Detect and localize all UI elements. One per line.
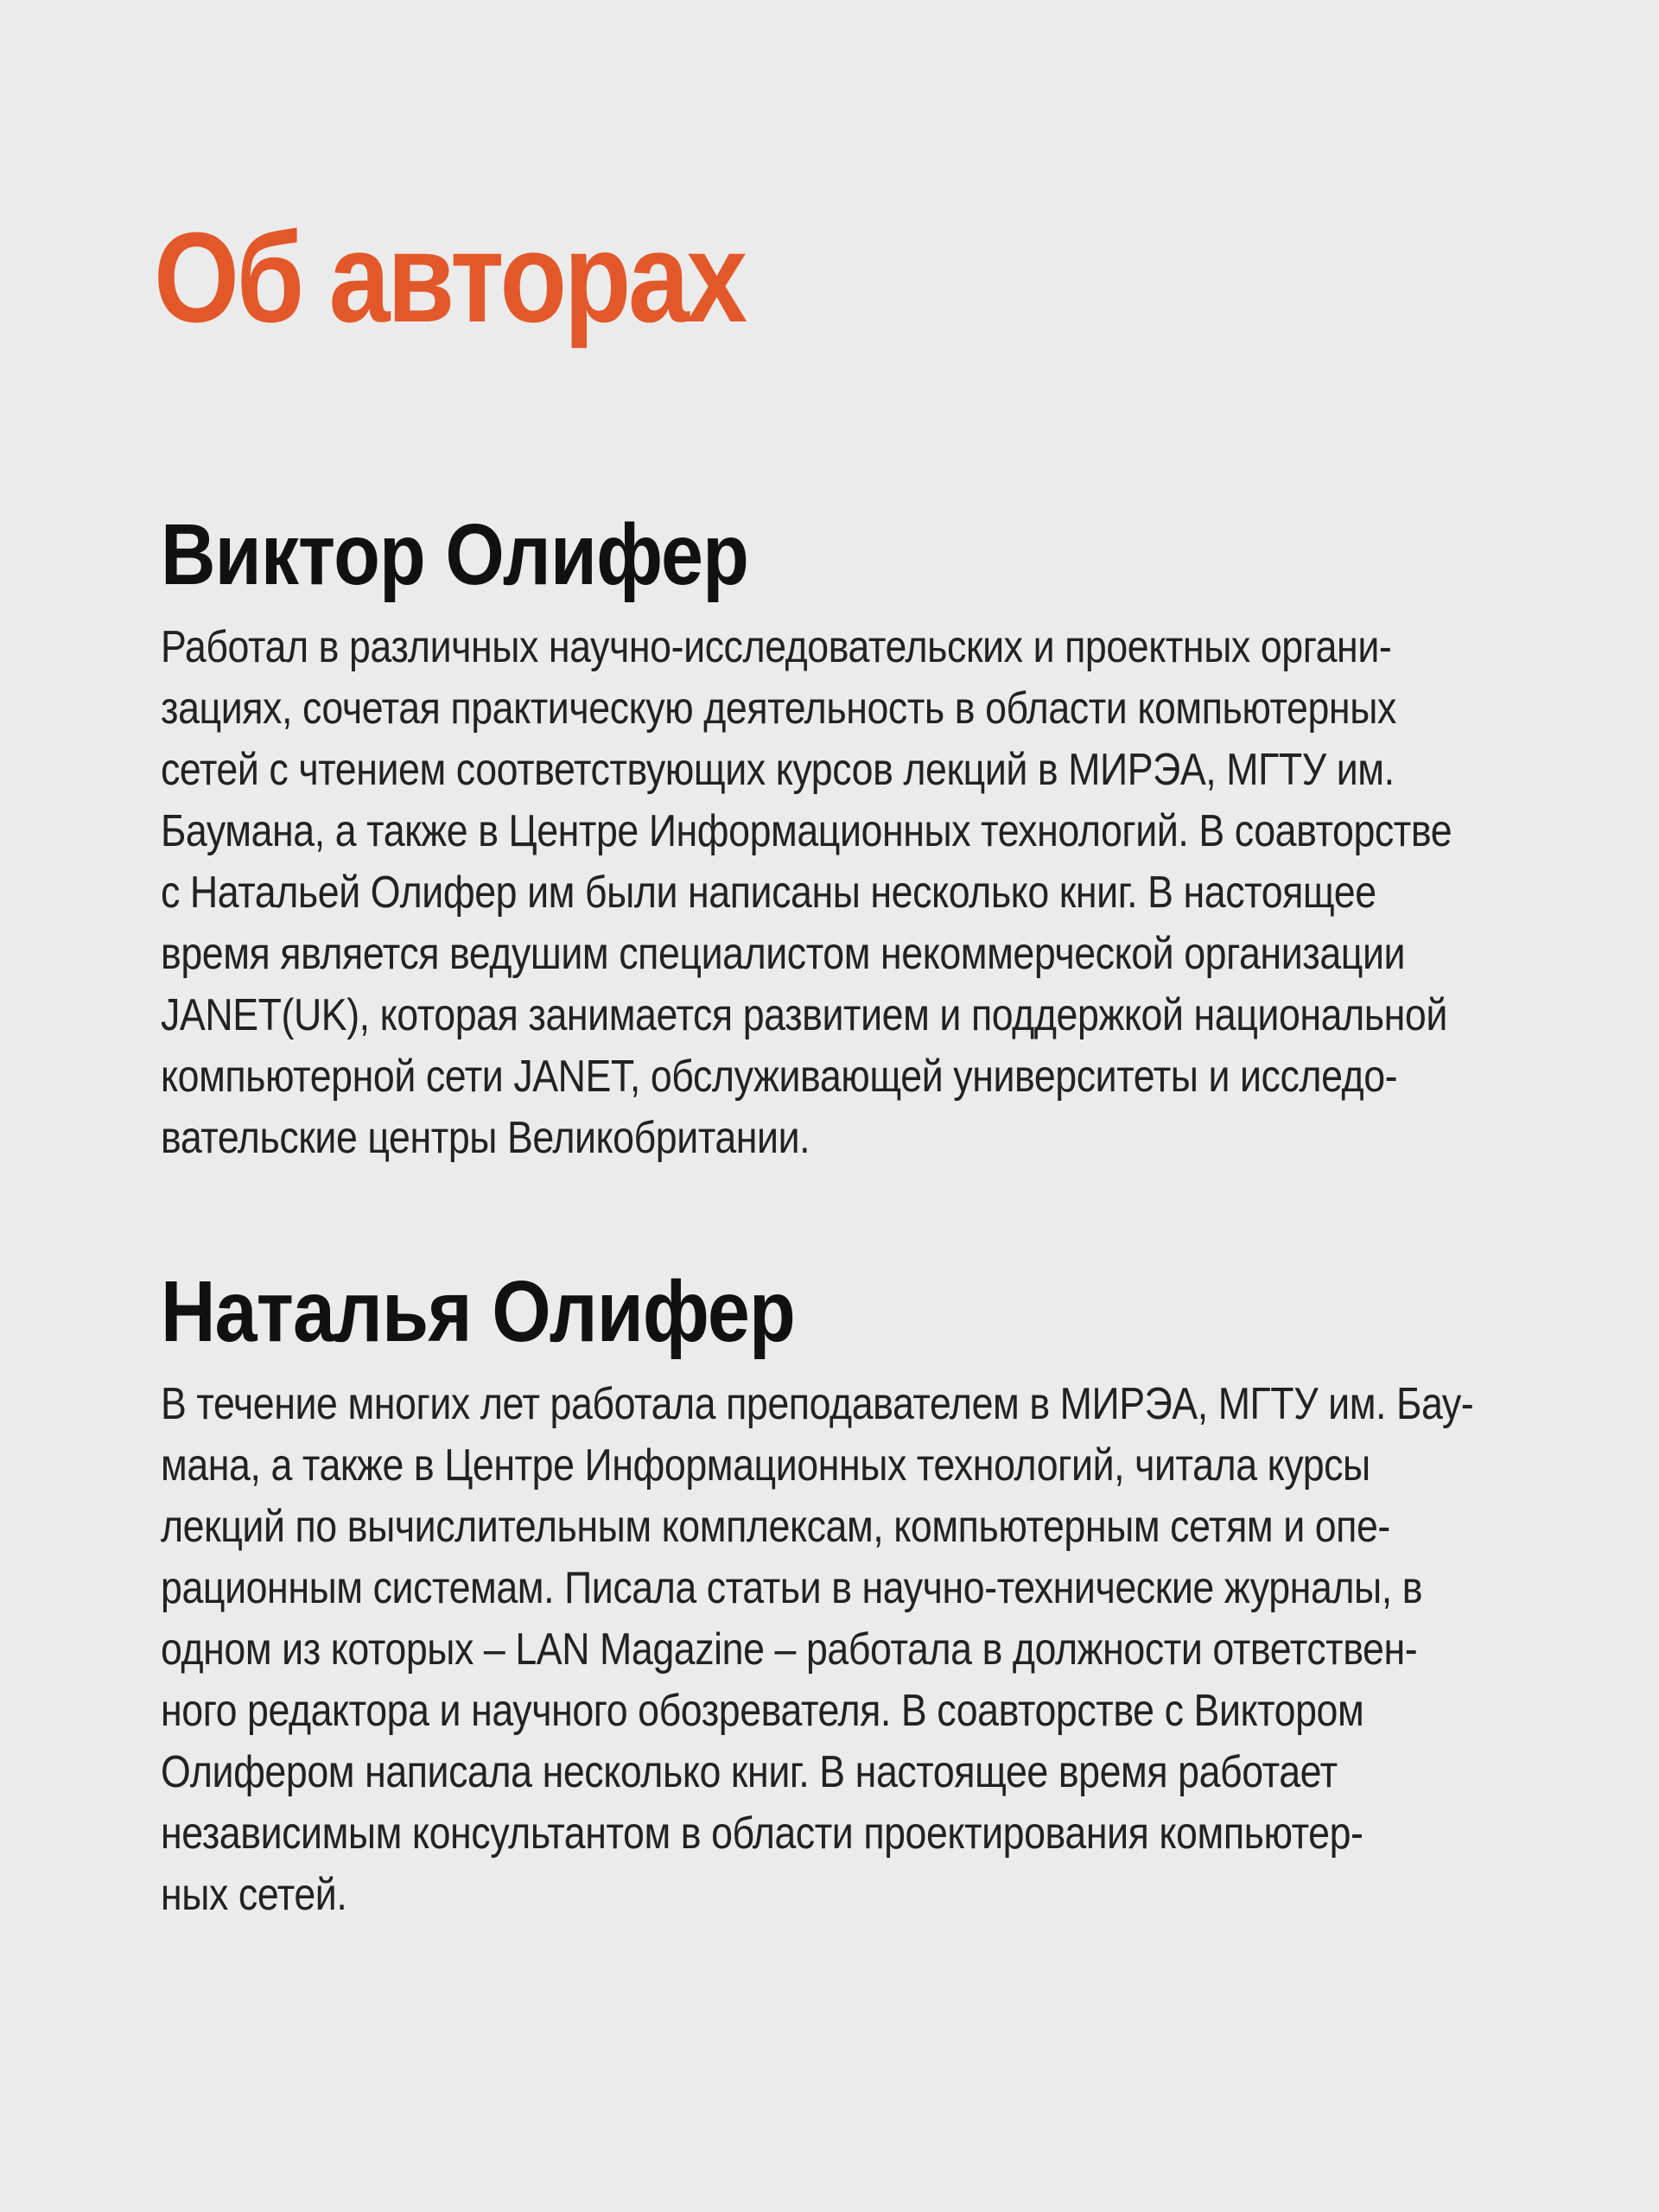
bio-line: Работал в различных научно-исследовательских и проектных органи- <box>161 622 1392 672</box>
bio-line: время является ведушим специалистом некоммерческой организации <box>161 929 1406 979</box>
author-name: Наталья Олифер <box>161 1263 795 1360</box>
bio-line: рационным системам. Писала статьи в научно-технические журналы, в <box>161 1563 1423 1613</box>
bio-line: лекций по вычислительным комплексам, компьютерным сетям и опе- <box>161 1502 1390 1552</box>
bio-line: с Натальей Олифер им были написаны несколько книг. В настоящее <box>161 868 1376 918</box>
author-bio <box>161 617 1465 1169</box>
bio-line: вательские центры Великобритании. <box>161 1113 810 1163</box>
bio-line: В течение многих лет работала преподавателем в МИРЭА, МГТУ им. Бау- <box>161 1379 1474 1429</box>
page-title: Об авторах <box>154 207 745 349</box>
bio-line: JANET(UK), которая занимается развитием и поддержкой национальной <box>161 990 1447 1040</box>
author-bio <box>161 1374 1474 1926</box>
bio-line: сетей с чтением соответствующих курсов лекций в МИРЭА, МГТУ им. <box>161 745 1395 795</box>
bio-line: Баумана, а также в Центре Информационных технологий. В соавторстве <box>161 806 1452 856</box>
author-name: Виктор Олифер <box>161 506 748 603</box>
bio-line: ного редактора и научного обозревателя. В соавторстве с Виктором <box>161 1686 1364 1736</box>
bio-line: компьютерной сети JANET, обслуживающей университеты и исследо- <box>161 1052 1398 1102</box>
bio-line: ных сетей. <box>161 1870 347 1920</box>
bio-line: одном из которых – LAN Magazine – работала в должности ответствен- <box>161 1624 1418 1675</box>
bio-line: мана, а также в Центре Информационных технологий, читала курсы <box>161 1440 1370 1491</box>
bio-line: независимым консультантом в области проектирования компьютер- <box>161 1808 1363 1859</box>
bio-line: Олифером написала несколько книг. В настоящее время работает <box>161 1747 1338 1797</box>
bio-line: зациях, сочетая практическую деятельность в области компьютерных <box>161 683 1396 734</box>
